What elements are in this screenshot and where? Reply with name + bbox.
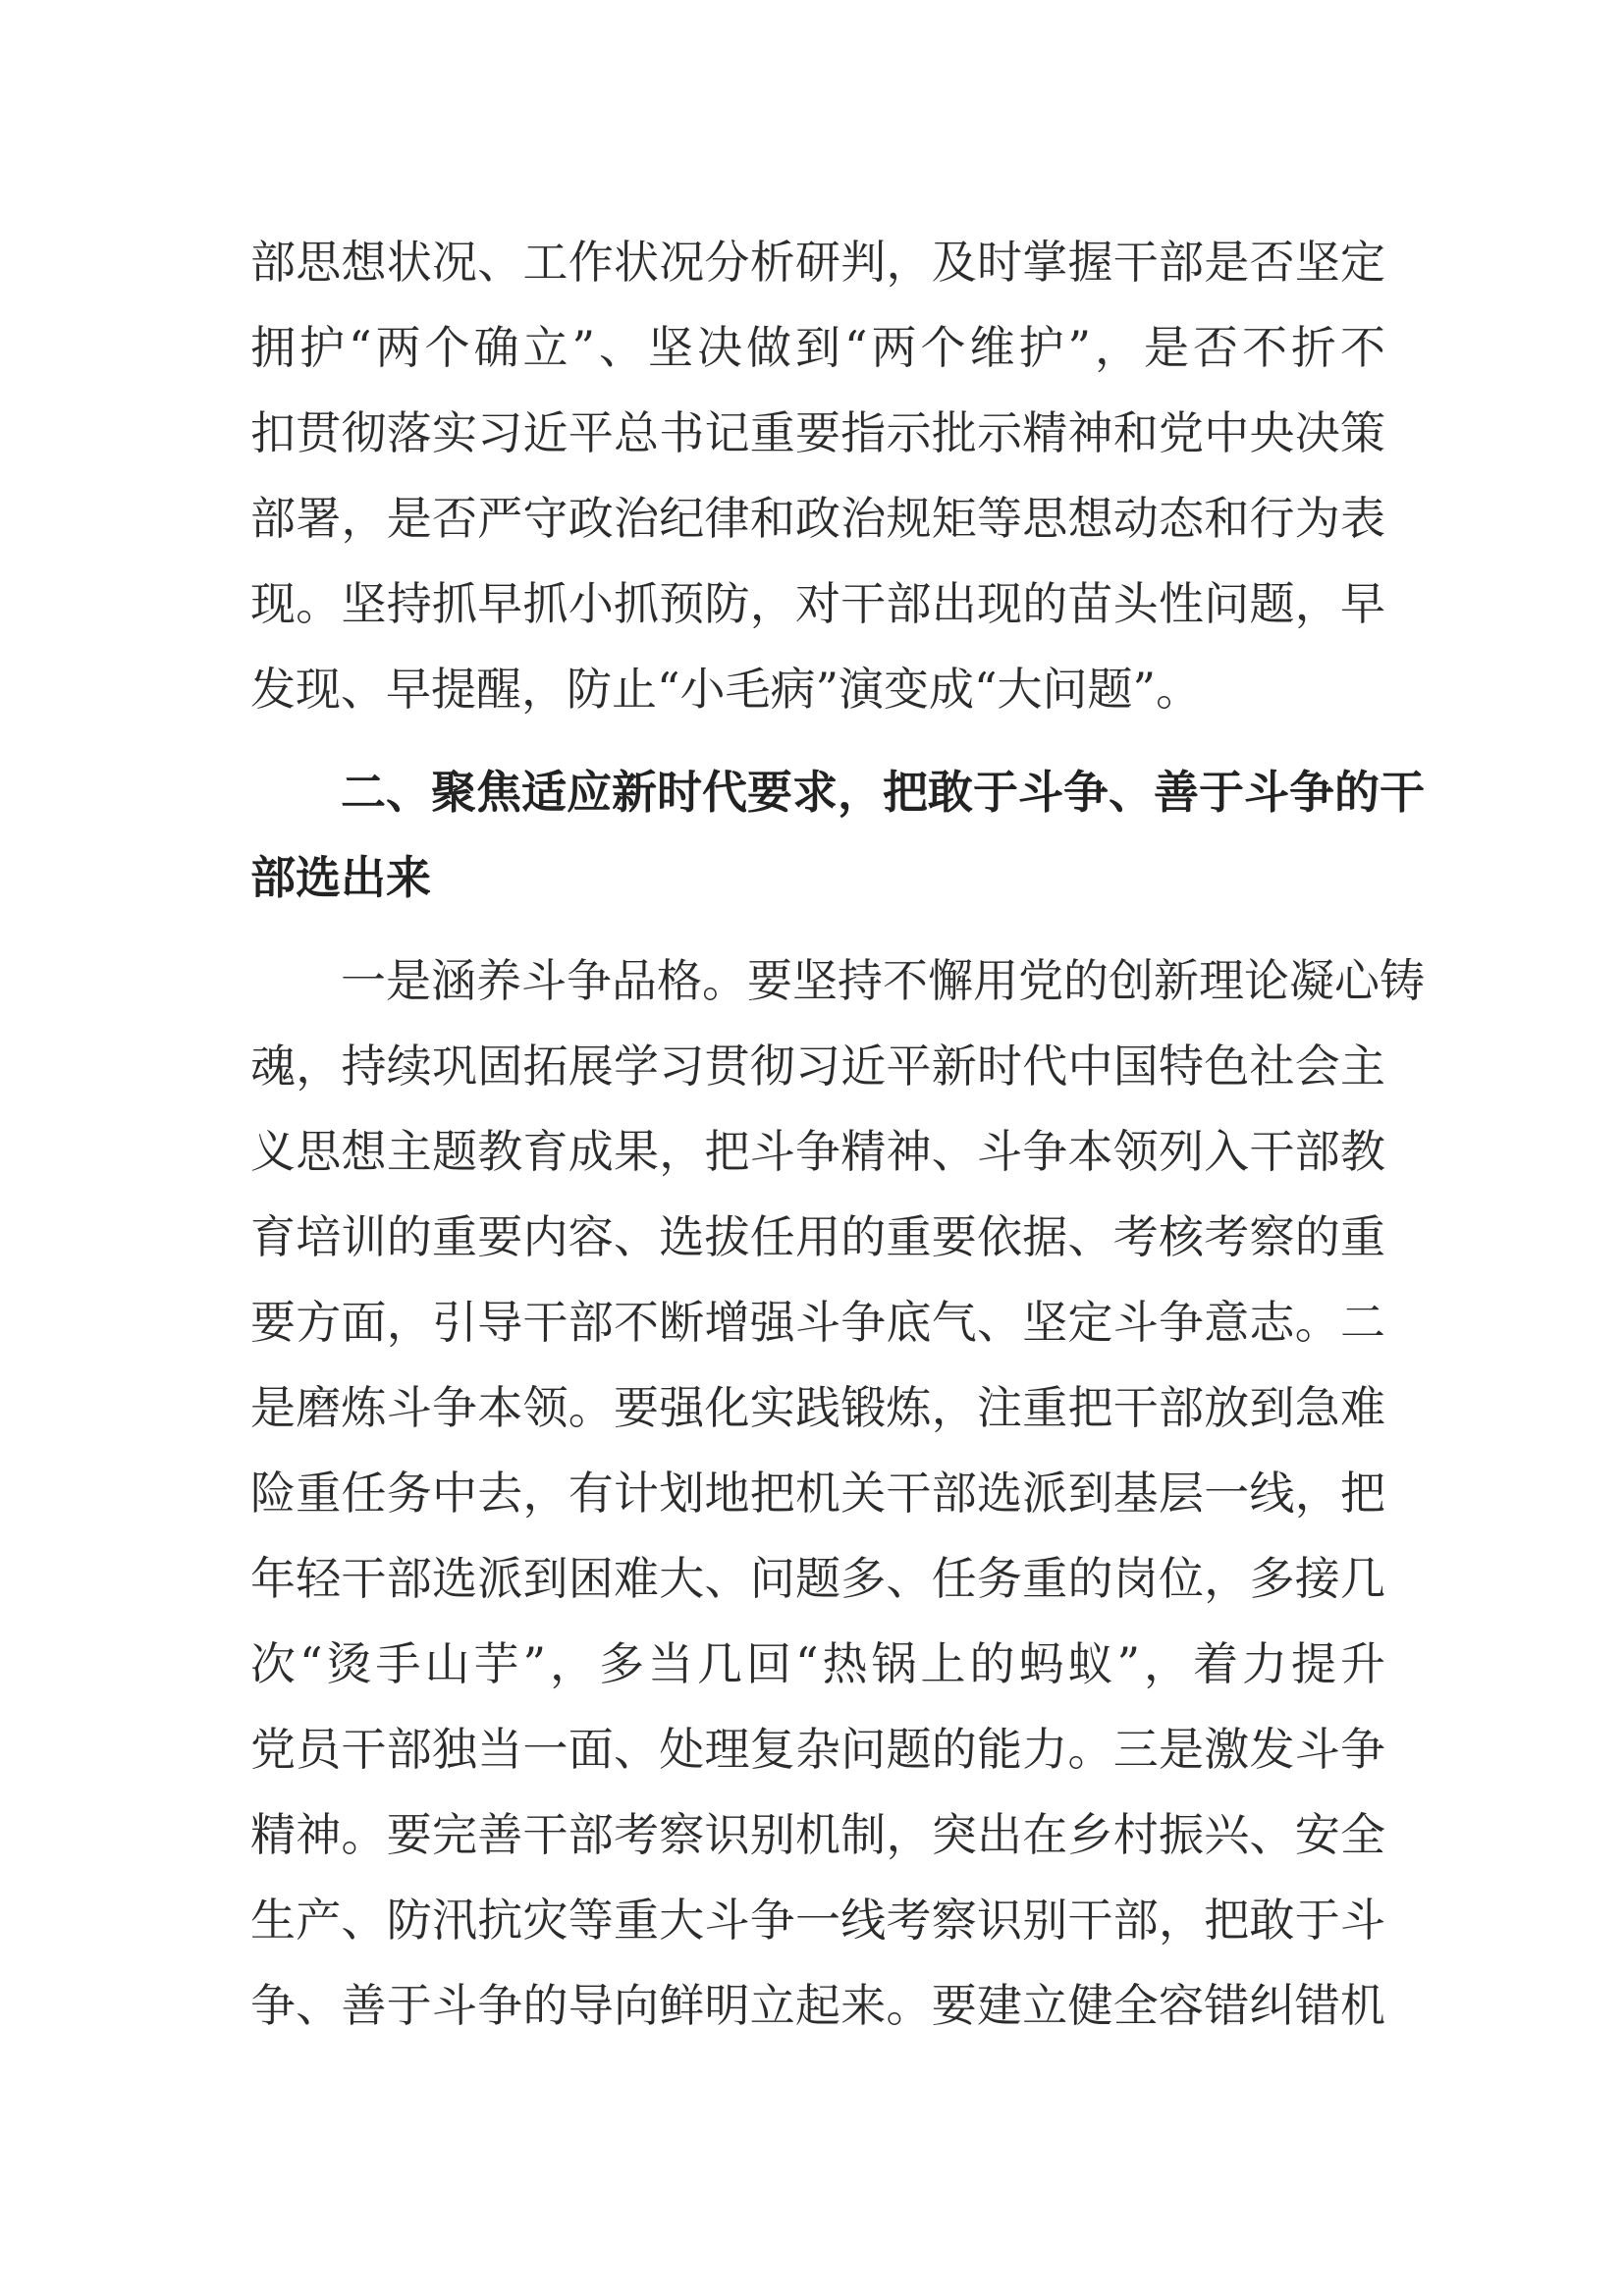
text-line: 魂，持续巩固拓展学习贯彻习近平新时代中国特色社会主 (250, 1040, 1385, 1093)
text-line: 险重任务中去，有计划地把机关干部选派到基层一线，把 (250, 1467, 1385, 1520)
paragraph-struggle-spirit (250, 938, 1425, 2049)
heading-line: 部选出来 (250, 851, 431, 904)
text-line: 要方面，引导干部不断增强斗争底气、坚定斗争意志。二 (250, 1296, 1385, 1349)
text-line: 扣贯彻落实习近平总书记重要指示批示精神和党中央决策 (250, 406, 1385, 459)
text-line: 精神。要完善干部考察识别机制，突出在乡村振兴、安全 (250, 1808, 1385, 1861)
document-page (250, 220, 1425, 2049)
text-line: 生产、防汛抗灾等重大斗争一线考察识别干部，把敢于斗 (250, 1894, 1385, 1947)
text-line: 次“烫手山芋”，多当几回“热锅上的蚂蚁”，着力提升 (250, 1637, 1385, 1690)
heading-line: 二、聚焦适应新时代要求，把敢于斗争、善于斗争的干 (341, 766, 1425, 819)
text-line: 年轻干部选派到困难大、问题多、任务重的岗位，多接几 (250, 1552, 1385, 1605)
text-line: 部思想状况、工作状况分析研判，及时掌握干部是否坚定 (250, 236, 1385, 289)
text-line: 现。坚持抓早抓小抓预防，对干部出现的苗头性问题，早 (250, 577, 1385, 630)
text-line: 部署，是否严守政治纪律和政治规矩等思想动态和行为表 (250, 492, 1385, 545)
text-line: 育培训的重要内容、选拔任用的重要依据、考核考察的重 (250, 1210, 1385, 1263)
section-heading (250, 750, 1425, 921)
text-line: 争、善于斗争的导向鲜明立起来。要建立健全容错纠错机 (250, 1979, 1385, 2032)
text-line: 义思想主题教育成果，把斗争精神、斗争本领列入干部教 (250, 1125, 1385, 1178)
text-line: 是磨炼斗争本领。要强化实践锻炼，注重把干部放到急难 (250, 1381, 1385, 1434)
text-line: 发现、早提醒，防止“小毛病”演变成“大问题”。 (250, 663, 1202, 716)
text-line: 拥护“两个确立”、坚决做到“两个维护”，是否不折不 (250, 321, 1385, 374)
text-line: 党员干部独当一面、处理复杂问题的能力。三是激发斗争 (250, 1723, 1385, 1776)
paragraph-cadre-monitoring (250, 220, 1385, 732)
text-line: 一是涵养斗争品格。要坚持不懈用党的创新理论凝心铸 (341, 954, 1425, 1007)
